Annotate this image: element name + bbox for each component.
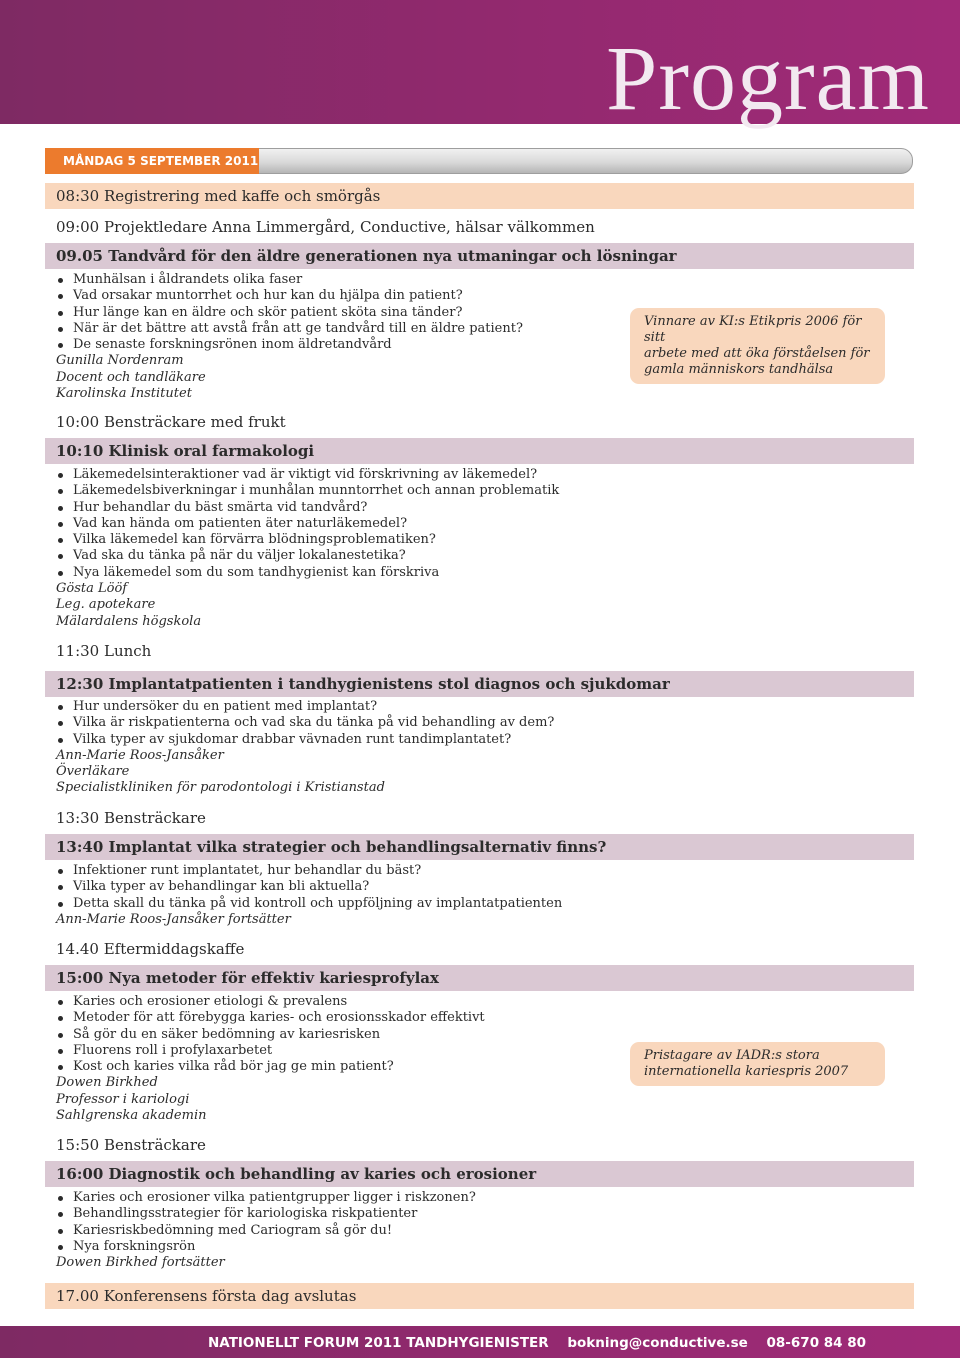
topic-item: Hur behandlar du bäst smärta vid tandvård? <box>56 500 616 516</box>
topic-item: Kost och karies vilka råd bör jag ge min patient? <box>56 1059 616 1075</box>
topic-item: Karies och erosioner etiologi & prevalens <box>56 994 616 1010</box>
topic-item: Munhälsan i åldrandets olika faser <box>56 272 616 288</box>
speaker-line: Professor i kariologi <box>56 1091 190 1107</box>
topic-item: Läkemedelsbiverkningar i munhålan munntorrhet och annan problematik <box>56 483 616 499</box>
speaker-line: Mälardalens högskola <box>56 613 202 629</box>
topic-item: Nya forskningsrön <box>56 1239 616 1255</box>
topic-item: När är det bättre att avstå från att ge tandvård till en äldre patient? <box>56 321 616 337</box>
note-line: arbete med att öka förståelsen för <box>644 346 870 361</box>
topic-item: Hur undersöker du en patient med implantat? <box>56 699 616 715</box>
topic-item: Vilka är riskpatienterna och vad ska du tänka på vid behandling av dem? <box>56 715 616 731</box>
topic-item: Behandlingsstrategier för kariologiska riskpatienter <box>56 1206 616 1222</box>
footer-text <box>208 1326 880 1358</box>
topic-item: Vad orsakar muntorrhet och hur kan du hjälpa din patient? <box>56 288 616 304</box>
topic-item: Detta skall du tänka på vid kontroll och uppföljning av implantatpatienten <box>56 896 616 912</box>
note-line: Pristagare av IADR:s stora <box>644 1048 820 1063</box>
speaker-line: Leg. apotekare <box>56 597 156 613</box>
session-heading: 15:00 Nya metoder för effektiv kariesprofylax <box>45 965 914 991</box>
topic-item: Karies och erosioner vilka patientgrupper ligger i riskzonen? <box>56 1190 616 1206</box>
topic-list <box>56 994 616 1075</box>
topic-item: Läkemedelsinteraktioner vad är viktigt vid förskrivning av läkemedel? <box>56 467 616 483</box>
schedule-entry: 15:50 Bensträckare <box>56 1136 206 1154</box>
speaker-line: Gösta Lööf <box>56 581 128 597</box>
session-details <box>56 272 616 402</box>
topic-item: Nya läkemedel som du som tandhygienist kan förskriva <box>56 565 616 581</box>
session-details <box>56 1190 616 1271</box>
schedule-entry: 14.40 Eftermiddagskaffe <box>56 940 245 958</box>
speaker-line: Ann-Marie Roos-Jansåker <box>56 747 224 763</box>
header-banner <box>0 0 960 129</box>
session-details <box>56 863 616 928</box>
topic-list <box>56 699 616 748</box>
session-heading: 17.00 Konferensens första dag avslutas <box>45 1283 914 1309</box>
schedule-entry: 10:00 Bensträckare med frukt <box>56 413 286 431</box>
speaker-line: Sahlgrenska akademin <box>56 1108 207 1124</box>
session-details <box>56 994 616 1124</box>
note-line: internationella kariespris 2007 <box>644 1064 849 1079</box>
speaker-line: Karolinska Institutet <box>56 386 192 402</box>
topic-item: Vad kan hända om patienten äter naturläkemedel? <box>56 516 616 532</box>
session-heading: 08:30 Registrering med kaffe och smörgås <box>45 183 914 209</box>
schedule-entry: 09:00 Projektledare Anna Limmergård, Conductive, hälsar välkommen <box>56 218 595 236</box>
schedule-entry: 11:30 Lunch <box>56 642 152 660</box>
note-line: gamla människors tandhälsa <box>644 362 834 377</box>
topic-item: Vilka typer av behandlingar kan bli aktuella? <box>56 879 616 895</box>
page-title: Program <box>606 27 930 129</box>
speaker-line: Överläkare <box>56 764 130 780</box>
note-line: Vinnare av KI:s Etikpris 2006 för sitt <box>644 314 862 345</box>
session-heading: 09.05 Tandvård för den äldre generationen nya utmaningar och lösningar <box>45 243 914 269</box>
topic-item: Metoder för att förebygga karies- och erosionsskador effektivt <box>56 1010 616 1026</box>
footer-event: NATIONELLT FORUM 2011 TANDHYGIENISTER <box>208 1335 549 1351</box>
topic-item: Vilka läkemedel kan förvärra blödningsproblematiken? <box>56 532 616 548</box>
topic-item: Infektioner runt implantatet, hur behandlar du bäst? <box>56 863 616 879</box>
speaker-line: Specialistkliniken för parodontologi i Kristianstad <box>56 780 385 796</box>
topic-list <box>56 863 616 912</box>
schedule-entry: 13:30 Bensträckare <box>56 809 206 827</box>
topic-list <box>56 272 616 353</box>
topic-item: Så gör du en säker bedömning av kariesrisken <box>56 1027 616 1043</box>
speaker-line: Gunilla Nordenram <box>56 353 184 369</box>
topic-item: Vilka typer av sjukdomar drabbar vävnaden runt tandimplantatet? <box>56 732 616 748</box>
award-note-nordenram <box>630 308 885 384</box>
topic-item: Fluorens roll i profylaxarbetet <box>56 1043 616 1059</box>
session-details <box>56 467 616 630</box>
speaker-line: Docent och tandläkare <box>56 369 206 385</box>
topic-list <box>56 1190 616 1255</box>
footer-banner <box>0 1326 960 1358</box>
footer-phone: 08-670 84 80 <box>766 1335 867 1351</box>
session-heading: 12:30 Implantatpatienten i tandhygienistens stol diagnos och sjukdomar <box>45 671 914 697</box>
speaker-line: Ann-Marie Roos-Jansåker fortsätter <box>56 911 291 927</box>
footer-email[interactable]: bokning@conductive.se <box>567 1335 748 1351</box>
topic-item: Hur länge kan en äldre och skör patient sköta sina tänder? <box>56 305 616 321</box>
day-label: MÅNDAG 5 SEPTEMBER 2011 <box>45 148 259 174</box>
session-details <box>56 699 616 797</box>
topic-item: Kariesriskbedömning med Cariogram så gör du! <box>56 1223 616 1239</box>
speaker-line: Dowen Birkhed <box>56 1075 158 1091</box>
award-note-birkhed <box>630 1042 885 1086</box>
topic-list <box>56 467 616 581</box>
topic-item: Vad ska du tänka på när du väljer lokalanestetika? <box>56 548 616 564</box>
session-heading: 10:10 Klinisk oral farmakologi <box>45 438 914 464</box>
topic-item: De senaste forskningsrönen inom äldretandvård <box>56 337 616 353</box>
session-heading: 16:00 Diagnostik och behandling av karies och erosioner <box>45 1161 914 1187</box>
session-heading: 13:40 Implantat vilka strategier och behandlingsalternativ finns? <box>45 834 914 860</box>
speaker-line: Dowen Birkhed fortsätter <box>56 1255 225 1271</box>
